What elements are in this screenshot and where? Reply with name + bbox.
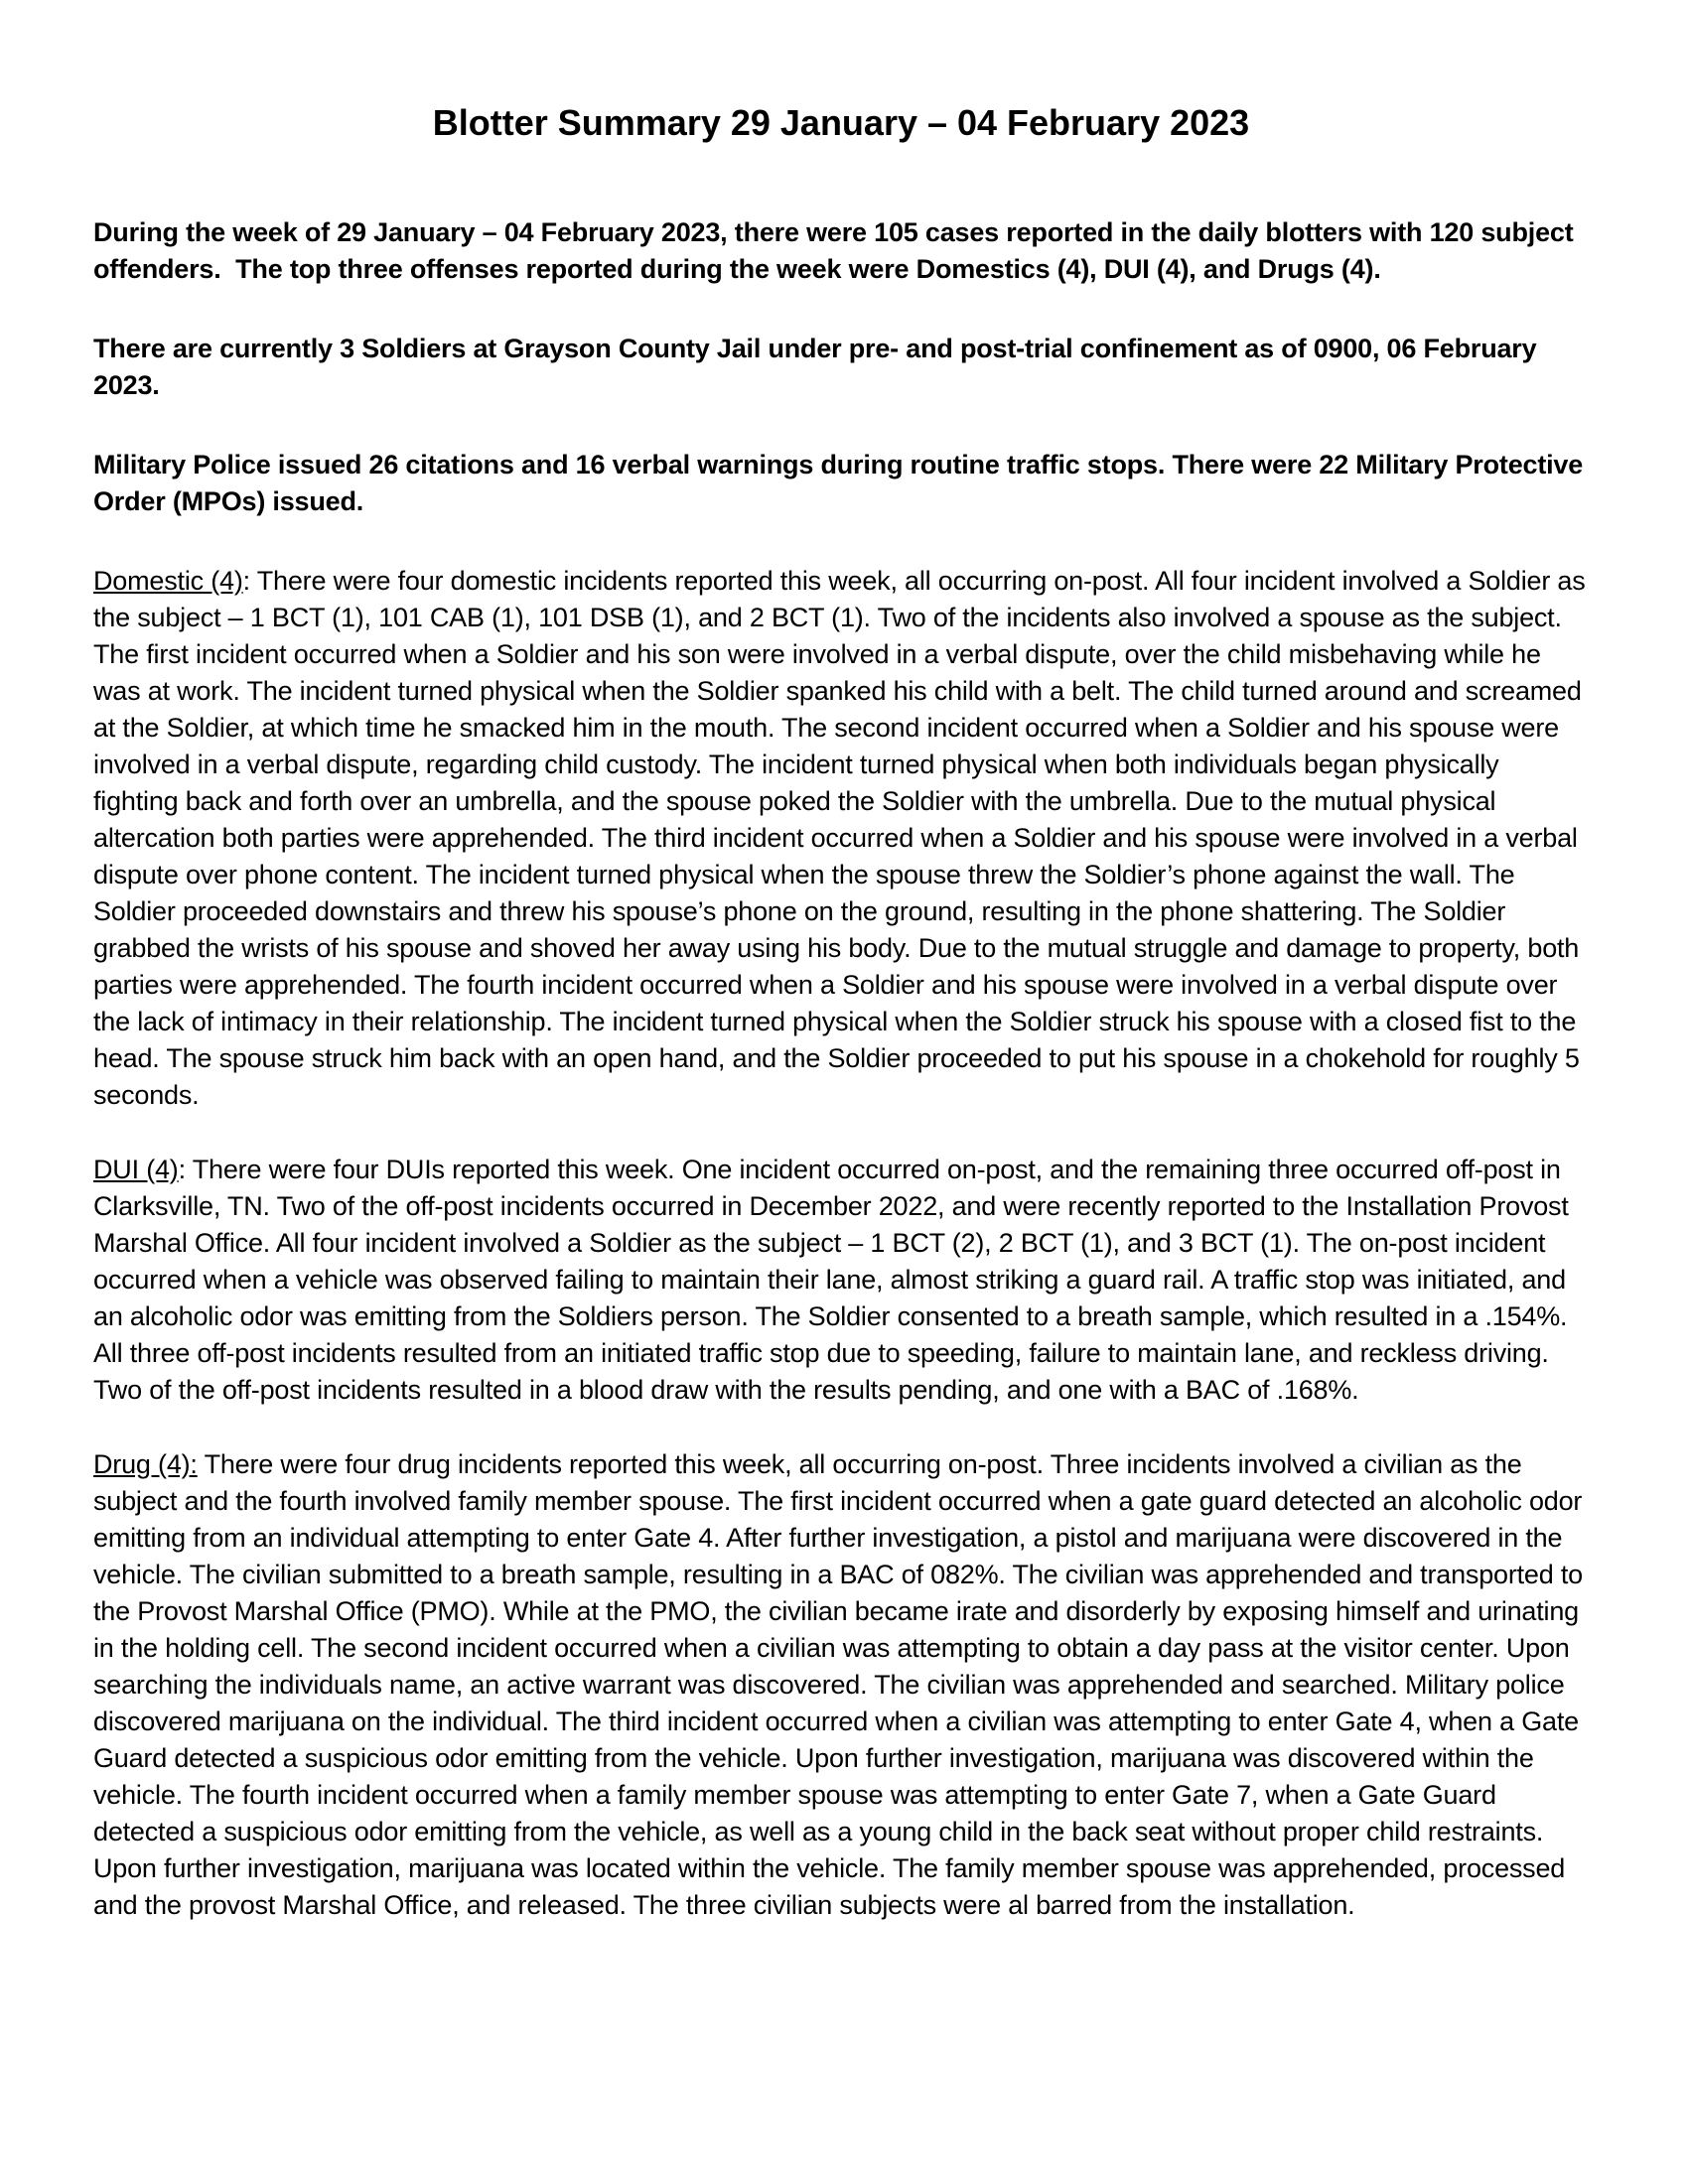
- drug-section: [93, 1446, 1589, 1924]
- drug-section-separator: [198, 1449, 205, 1479]
- dui-section-body: There were four DUIs reported this week. One incident occurred on-post, and the remaining three occurred off-post in Clarksville, TN. Two of the off-post incidents occurred in December 2022, and were recently reported to the Installation Provost Marshal Office. All four incident involved a Soldier as the subject – 1 BCT (2), 2 BCT (1), and 3 BCT (1). The on-post incident occurred when a vehicle was observed failing to maintain their lane, almost striking a guard rail. A traffic stop was initiated, and an alcoholic odor was emitting from the Soldiers person. The Soldier consented to a breath sample, which resulted in a .154%. All three off-post incidents resulted from an initiated traffic stop due to speeding, failure to maintain lane, and reckless driving. Two of the off-post incidents resulted in a blood draw with the results pending, and one with a BAC of .168%.: [93, 1155, 1576, 1405]
- dui-section: [93, 1152, 1589, 1409]
- domestic-section-body: There were four domestic incidents reported this week, all occurring on-post. All four incident involved a Soldier as the subject – 1 BCT (1), 101 CAB (1), 101 DSB (1), and 2 BCT (1). Two of the incidents also involved a spouse as the subject. The first incident occurred when a Soldier and his son were involved in a verbal dispute, over the child misbehaving while he was at work. The incident turned physical when the Soldier spanked his child with a belt. The child turned around and screamed at the Soldier, at which time he smacked him in the mouth. The second incident occurred when a Soldier and his spouse were involved in a verbal dispute, regarding child custody. The incident turned physical when both individuals began physically fighting back and forth over an umbrella, and the spouse poked the Soldier with the umbrella. Due to the mutual physical altercation both parties were apprehended. The third incident occurred when a Soldier and his spouse were involved in a verbal dispute over phone content. The incident turned physical when the spouse threw the Soldier’s phone against the wall. The Soldier proceeded downstairs and threw his spouse’s phone on the ground, resulting in the phone shattering. The Soldier grabbed the wrists of his spouse and shoved her away using his body. Due to the mutual struggle and damage to property, both parties were apprehended. The fourth incident occurred when a Soldier and his spouse were involved in a verbal dispute over the lack of intimacy in their relationship. The incident turned physical when the Soldier struck his spouse with a closed fist to the head. The spouse struck him back with an open hand, and the Soldier proceeded to put his spouse in a chokehold for roughly 5 seconds.: [93, 566, 1593, 1110]
- dui-section-heading: DUI (4): [93, 1155, 179, 1184]
- confinement-paragraph: There are currently 3 Soldiers at Grayson County Jail under pre- and post-trial confinement as of 0900, 06 February 2023.: [93, 334, 1544, 400]
- drug-section-body: There were four drug incidents reported this week, all occurring on-post. Three incidents involved a civilian as the subject and the fourth involved family member spouse. The first incident occurred when a gate guard detected an alcoholic odor emitting from an individual attempting to enter Gate 4. After further investigation, a pistol and marijuana were discovered in the vehicle. The civilian submitted to a breath sample, resulting in a BAC of 082%. The civilian was apprehended and transported to the Provost Marshal Office (PMO). While at the PMO, the civilian became irate and disorderly by exposing himself and urinating in the holding cell. The second incident occurred when a civilian was attempting to obtain a day pass at the visitor center. Upon searching the individuals name, an active warrant was discovered. The civilian was apprehended and searched. Military police discovered marijuana on the individual. The third incident occurred when a civilian was attempting to enter Gate 4, when a Gate Guard detected a suspicious odor emitting from the vehicle. Upon further investigation, marijuana was discovered within the vehicle. The fourth incident occurred when a family member spouse was attempting to enter Gate 7, when a Gate Guard detected a suspicious odor emitting from the vehicle, as well as a young child in the back seat without proper child restraints. Upon further investigation, marijuana was located within the vehicle. The family member spouse was apprehended, processed and the provost Marshal Office, and released. The three civilian subjects were al barred from the installation.: [93, 1449, 1591, 1920]
- weekly-summary-paragraph: During the week of 29 January – 04 February 2023, there were 105 cases reported in the daily blotters with 120 subject offenders. The top three offenses reported during the week were Domestics (4), DUI (4), and Drugs (4).: [93, 217, 1581, 284]
- domestic-section-heading: Domestic (4): [93, 566, 243, 596]
- drug-section-heading: Drug (4):: [93, 1449, 198, 1479]
- document-title: Blotter Summary 29 January – 04 February 2023: [432, 102, 1250, 143]
- dui-section-separator: :: [178, 1155, 193, 1184]
- citations-paragraph: Military Police issued 26 citations and 16 verbal warnings during routine traffic stops. There were 22 Military Protective Order (MPOs) issued.: [93, 450, 1591, 516]
- domestic-section-separator: :: [242, 566, 257, 596]
- domestic-section: [93, 563, 1593, 1114]
